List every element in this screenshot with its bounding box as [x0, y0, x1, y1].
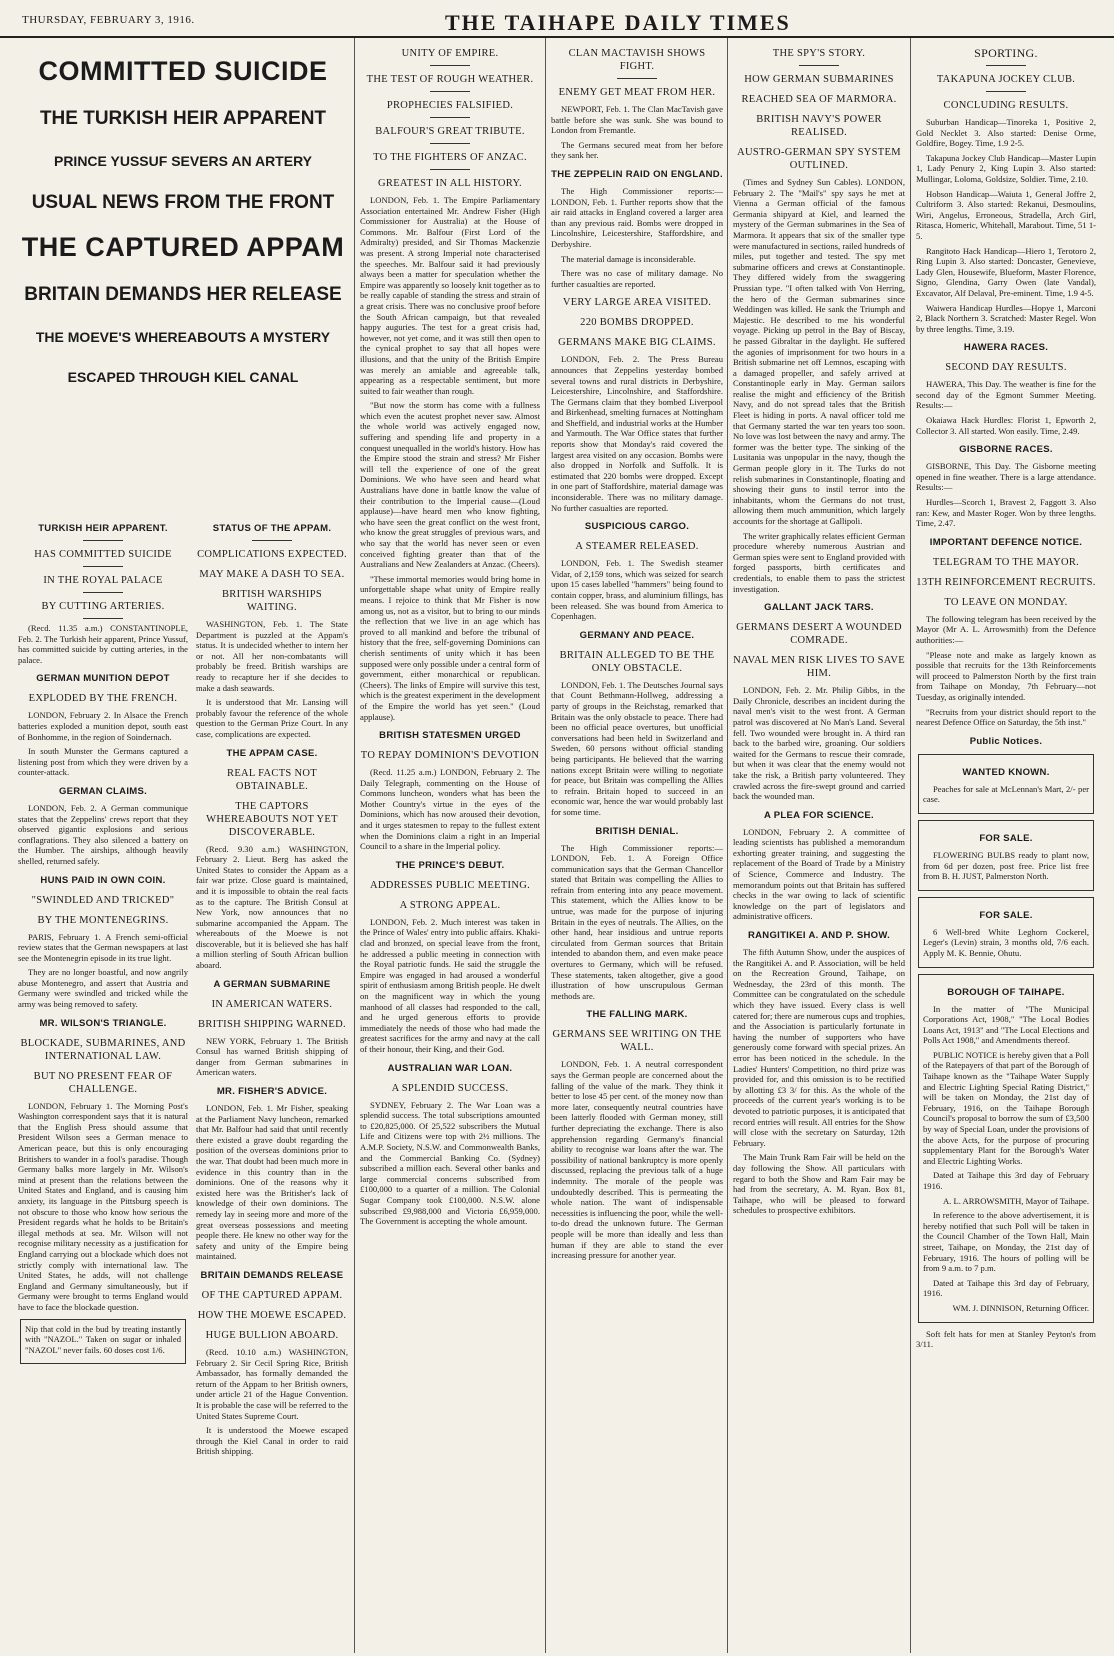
- article-heading: GERMAN MUNITION DEPOT: [36, 673, 170, 685]
- article-text: The following telegram has been received by the Mayor (Mr A. L. Arrowsmith) from the Defence authorities:—: [916, 613, 1096, 645]
- article-heading: HUNS PAID IN OWN COIN.: [40, 874, 166, 886]
- race-result: Okaiawa Hack Hurdles: Florist 1, Epworth 2, Collector 3. All started. Won easily. Time, 2.49.: [916, 415, 1096, 436]
- article-subheading: HAS COMMITTED SUICIDE: [34, 549, 172, 560]
- race-result: Hurdles—Scorch 1, Bravest 2, Faggott 3. Also ran: Kew, and Master Roger. Won by three lengths. Time, 2.47.: [916, 497, 1096, 529]
- article-heading: TURKISH HEIR APPARENT.: [38, 523, 168, 534]
- headline: THE CAPTURED APPAM: [21, 232, 345, 262]
- article-subheading: GERMANS MAKE BIG CLAIMS.: [558, 337, 716, 349]
- article-subheading: A STRONG APPEAL.: [399, 899, 501, 911]
- article-text: The Germans secured meat from her before they sank her.: [551, 139, 723, 161]
- article-subheading: BRITISH SHIPPING WARNED.: [198, 1018, 346, 1030]
- article-subheading: CONCLUDING RESULTS.: [943, 100, 1069, 111]
- article-text: (Recd. 11.25 a.m.) LONDON, February 2. The Daily Telegraph, commenting on the House of Commons luncheon, wonders what has been the Mother Country's virtue in the eyes of the Dominions, which has now aroused their devotion, and it urges statesmen to repay to the fullest extent when the Dominions claim a right in an Imperial Council to a share in the Imperial policy.: [360, 767, 540, 852]
- article-heading: BRITISH STATESMEN URGED: [379, 730, 521, 742]
- article-heading: UNITY OF EMPIRE.: [401, 48, 499, 59]
- article-subheading: COMPLICATIONS EXPECTED.: [197, 549, 347, 560]
- news-column: [733, 40, 905, 1650]
- article-subheading: VERY LARGE AREA VISITED.: [562, 297, 712, 309]
- notice-text: In reference to the above advertisement, it is hereby notified that such Poll will be taken in the Council Chamber of the Town Hall, Main street, Taihape, on Monday, the 21st day of February, 1916. The hours of polling will be from 9 a.m. to 7 p.m.: [923, 1210, 1089, 1274]
- article-heading: A PLEA FOR SCIENCE.: [763, 809, 875, 821]
- article-subheading: BUT NO PRESENT FEAR OF CHALLENGE.: [33, 1070, 173, 1095]
- article-heading: BRITAIN DEMANDS RELEASE: [200, 1269, 344, 1281]
- column-divider: [727, 38, 728, 1653]
- headline: ESCAPED THROUGH KIEL CANAL: [67, 369, 299, 385]
- issue-date: THURSDAY, FEBRUARY 3, 1916.: [22, 14, 195, 26]
- article-subheading: A SPLENDID SUCCESS.: [391, 1082, 509, 1094]
- headline: BRITAIN DEMANDS HER RELEASE: [24, 284, 342, 305]
- article-heading: GISBORNE RACES.: [959, 444, 1053, 456]
- article-heading: THE ZEPPELIN RAID ON ENGLAND.: [551, 168, 723, 180]
- headline: PRINCE YUSSUF SEVERS AN ARTERY: [53, 153, 312, 169]
- article-text: The Main Trunk Ram Fair will be held on the day following the Show. All particulars with regard to both the Show and Ram Fair may be had from the secretary, A. M. Ryan. Box 81, Taihape, who will be pleased to forward schedules to prospective exhibitors.: [733, 1152, 905, 1216]
- article-subheading: MAY MAKE A DASH TO SEA.: [199, 569, 345, 580]
- article-heading: RANGITIKEI A. AND P. SHOW.: [747, 930, 891, 942]
- masthead: [0, 0, 1114, 38]
- notice-signature: A. L. ARROWSMITH, Mayor of Taihape.: [942, 1195, 1089, 1206]
- article-text: It is understood that Mr. Lansing will probably favour the reference of the whole question to the German Prize Court. In any case, complications are expected.: [196, 697, 348, 739]
- article-subheading: SECOND DAY RESULTS.: [945, 362, 1067, 374]
- classified-ad: [918, 820, 1094, 891]
- article-subheading: IN THE ROYAL PALACE: [43, 575, 163, 586]
- ad-heading: FOR SALE.: [979, 832, 1033, 844]
- article-text: LONDON, Feb. 2. Much interest was taken in the Prince of Wales' entry into public affairs. Khaki-clad and bronzed, on special leave from the front, he addressed a public meeting in connection with the Royal patriotic funds. He said the struggle the Empire was engaged in had aroused a wonderful spirit of enthusiasm among British people. He dwelt on the magnificent way in which the young manhood of all classes had responded to the call, and he urged generous efforts to provide immediately the needs of those who had made the greatest sacrifices for the army and navy at the call of their honour, their King, and their God.: [360, 916, 540, 1054]
- article-text: GISBORNE, This Day. The Gisborne meeting opened in fine weather. There is a large attendance. Results:—: [916, 461, 1096, 493]
- headline: THE TURKISH HEIR APPARENT: [39, 108, 327, 129]
- article-text: LONDON, February 1. The Morning Post's Washington correspondent says that it is natural that the English Press should assume that President Wilson sees a German menace to American peace, but this is only encouraging Britishers to wander in a fool's paradise. Though Germany balks more largely in Mr. Wilson's mind at present than the relations between the United States and England, and is causing him anxiety, its language in the Pittsburg speech is not obscure to those who know how serious the President regards what he holds to be Britain's illegal methods at sea. Mr. Wilson will not recognise military necessity as a justification for England carrying out a blockade which does not strictly comply with international law. The United States, he adds, will not challenge England and Germany simultaneously, but if Germany were brought to terms England would have to face the blockade question.: [18, 1100, 188, 1312]
- classified-ad: [918, 754, 1094, 814]
- article-subheading: AUSTRO-GERMAN SPY SYSTEM OUTLINED.: [737, 147, 901, 171]
- article-subheading: TO LEAVE ON MONDAY.: [944, 596, 1068, 608]
- article-heading: GALLANT JACK TARS.: [764, 602, 874, 614]
- article-text: WASHINGTON, Feb. 1. The State Department is puzzled at the Appam's status. It is undecided whether to intern her or not. All her non-combatants will probably be freed. British warships are ready to recapture her if she decides to make a dash seawards.: [196, 619, 348, 693]
- article-subheading: OF THE CAPTURED APPAM.: [201, 1289, 343, 1301]
- news-column: [360, 40, 540, 1650]
- article-subheading: EXPLODED BY THE FRENCH.: [28, 693, 178, 705]
- article-subheading: BLOCKADE, SUBMARINES, AND INTERNATIONAL LAW.: [20, 1037, 186, 1062]
- race-result: Rangitoto Hack Handicap—Hiero 1, Terotoro 2, Ring Lupin 3. Also started: Doncaster, Genevieve, Lady Glen, Housewife, Blueform, Master Florence, Signo, Glendina, Garry Owen (late Vandal), Excavator, Alf Delaval, Pre-eminent. Time, 1.9 4-5.: [916, 245, 1096, 298]
- article-text: It is understood the Moewe escaped through the Kiel Canal in order to raid British shipping.: [196, 1425, 348, 1457]
- article-text: LONDON, Feb. 2. A German communique states that the Zeppelins' crews report that they observed gigantic explosions and serious conflagrations. They also silenced a battery on the Humber. The airships, although heavily shelled, returned safely.: [18, 802, 188, 866]
- article-subheading: BY THE MONTENEGRINS.: [37, 914, 169, 926]
- article-text: "These immortal memories would bring home in unforgettable shape what unity of Empire really means. I rejoice to think that Mr Fisher is now among us, not as a visitor, but to bring to our minds the reflection that we live in an age which has proved to all mankind and before the tribunal of history that the free, self-governing Dominions can cherish sentiments of unity which it has been supposed were only possible under a central form of government, either monarchical or republican. (Cheers). The links of Empire will survive this test, which is the greatest experiment in the development of the Empire the world has yet seen." (Loud applause).: [360, 573, 540, 722]
- notice-text: Dated at Taihape this 3rd day of February, 1916.: [923, 1277, 1089, 1299]
- article-text: (Times and Sydney Sun Cables). LONDON, February 2. The "Mail's" spy says he met at Vienna a German official of the famous Germania shipyard at Kiel, and learned the mystery of the German submarines in the Sea of Marmora. It appears that six of the smaller type were manufactured in sections, railed hundreds of miles, put together and tested. The spy met submarine officers and crews at Constantinople. They differed widely from the swaggering Prussian type. "I often talked with Von Herring, the hero of the German submarines since Weddingen was killed. He sank the Triumph and Majestic. He described to me his wonderful voyage. Picking up petrol in the Bay of Biscay, he passed Gibraltar in the daylight. He suffered the agonies of imprisonment for two hours in a British submarine net off Lemnos, escaping with a damaged propeller, and safely arrived at Constantinople early in May. German sailors realise the might and efficiency of the British Navy, and do not spread tales that the British Fleet is hiding in ports. A naval officer told me that Germany started the war ten years too soon. No love was lost between the navy and army. The former was the better type. The sinking of the Lusitania was unpopular in the navy, though the German people glory in it. The Turks do not relish submarines in Constantinople, floating and showing their guns to instil terror into the inhabitants, whom the Germans do not trust, allowing them much ammunition, which largely accounts for the shortage at Gallipoli.: [733, 177, 905, 526]
- headline: COMMITTED SUICIDE: [38, 56, 328, 86]
- section-heading: SPORTING.: [974, 46, 1038, 60]
- race-result: Waiwera Handicap Hurdles—Hopye 1, Marconi 2, Black Northern 3. Scratched: Master Regel. Won by three lengths. Time, 3.19.: [916, 302, 1096, 334]
- article-text: (Recd. 10.10 a.m.) WASHINGTON, February 2. Sir Cecil Spring Rice, British Ambassador, has formally demanded the return of the Appam to her British owners, under article 21 of the Hague Convention. It is probable the case will be referred to the United States Supreme Court.: [196, 1346, 348, 1421]
- article-heading: IMPORTANT DEFENCE NOTICE.: [929, 536, 1083, 548]
- article-text: LONDON, Feb. 1. The Deutsches Journal says that Count Bethmann-Hollweg, addressing a party of groups in the Reichstag, remarked that Britain was the only obstacle to peace. There had been no official peace overtures, but unofficial conversations had been held in Switzerland and Sweden, 60 persons without official standing being participants. He believed that the warring nations except Britain were willing to negotiate for peace, but Britain was compelling the Allies to refrain. Britain hoped to succeed in an economic war, hence the war would probably last for some time.: [551, 679, 723, 817]
- article-heading: SUSPICIOUS CARGO.: [584, 521, 690, 533]
- article-subheading: ADDRESSES PUBLIC MEETING.: [369, 879, 531, 891]
- news-column: [196, 515, 348, 1650]
- news-column: [551, 40, 723, 1650]
- article-text: HAWERA, This Day. The weather is fine for the second day of the Egmont Summer Meeting. Results:—: [916, 379, 1096, 411]
- race-result: Suburban Handicap—Tinoreka 1, Positive 2, Gold Necklet 3. Also started: Denise Orme, Goldfire, Bogey. Time, 1.9 2-5.: [916, 117, 1096, 149]
- article-subheading: REAL FACTS NOT OBTAINABLE.: [227, 767, 317, 792]
- article-subheading: HUGE BULLION ABOARD.: [205, 1329, 339, 1341]
- article-subheading: IN AMERICAN WATERS.: [211, 998, 333, 1010]
- article-heading: A GERMAN SUBMARINE: [213, 978, 331, 990]
- article-heading: THE FALLING MARK.: [586, 1009, 688, 1021]
- article-text: LONDON, February 2. In Alsace the French batteries exploded a munition depot, south east of Bonhomme, in the region of Soindernach.: [18, 710, 188, 742]
- article-subheading: TO REPAY DOMINION'S DEVOTION: [360, 750, 540, 762]
- article-subheading: 220 BOMBS DROPPED.: [580, 317, 694, 329]
- article-heading: THE APPAM CASE.: [226, 747, 318, 759]
- article-text: LONDON, Feb. 2. The Press Bureau announces that Zeppelins yesterday bombed several towns and rural districts in Derbyshire, Leicestershire, Lincolnshire, and Staffordshire. The Germans claim that they bombed Liverpool and Birkenhead, smelting furnaces at Nottingham and Sheffield, and industrial works at the Humber and Yarmouth. The War Office states that further reports show that Monday's raid covered the largest area visited on any occasion. Bombs were also dropped in Norfolk and Suffolk. It is estimated that 220 bombs were dropped. Except in one part of Staffordshire, material damage was inconsiderable. There was no military damage. No further casualties are reported.: [551, 354, 723, 513]
- article-text: SYDNEY, February 2. The War Loan was a splendid success. The total subscriptions amounted to £20,825,000. Of 25,522 subscribers the Mutual Life and Citizens were top with 2½ millions. The A.M.P. Society, N.S.W. and Commonwealth Banks, and the Commercial Banking Co. (Sydney) subscribed a million each. Several other banks and large commercial concerns subscribed from £100,000 to a quarter of a million. The Colonial Sugar Company took £100,000. N.S.W. alone subscribed £9,988,000 and Victoria £6,959,000. The Government is accepting the whole amount.: [360, 1099, 540, 1227]
- article-subheading: GERMANS SEE WRITING ON THE WALL.: [552, 1029, 722, 1054]
- article-text: (Recd. 9.30 a.m.) WASHINGTON, February 2. Lieut. Berg has asked the United States to consider the Appam as a fair war prize. Close guard is maintained, and it is impossible to obtain the real facts as to the capture. The British Consul at New York, now announces that no submarine accompanied the Appam. The whereabouts of the Moewe is not discoverable, but it is believed she has half a million sterling of South African bullion aboard.: [196, 843, 348, 971]
- public-notices-heading: Public Notices.: [969, 735, 1043, 747]
- news-column: [18, 515, 188, 1650]
- article-heading: HAWERA RACES.: [963, 342, 1049, 354]
- article-heading: GERMAN CLAIMS.: [58, 785, 148, 797]
- article-heading: BRITISH DENIAL.: [595, 825, 679, 837]
- classified-ad: [918, 897, 1094, 968]
- ad-text: Nip that cold in the bud by treating instantly with "NAZOL." Taken on sugar or inhaled "NAZOL" never fails. 60 doses cost 1/6.: [25, 1323, 181, 1355]
- ad-text: 6 Well-bred White Leghorn Cockerel, Leger's (Levin) strain, 3 months old, 7/6 each. Apply M. K. Bennie, Ohutu.: [923, 926, 1089, 958]
- article-text: The material damage is inconsiderable.: [561, 253, 696, 264]
- article-subheading: NAVAL MEN RISK LIVES TO SAVE HIM.: [733, 655, 905, 680]
- article-text: LONDON, February 2. A committee of leading scientists has published a memorandum exhorting greater training, and suggesting the replacement of the Board of Trade by a Ministry of Science, Commerce and Industry. The memorandum points out that Britain has suffered checks in the war owing to lack of scientific knowledge on the part of legislators and administrative officers.: [733, 826, 905, 922]
- headline: THE MOEVE'S WHEREABOUTS A MYSTERY: [35, 329, 331, 345]
- article-heading: STATUS OF THE APPAM.: [212, 523, 332, 534]
- ad-heading: BOROUGH OF TAIHAPE.: [947, 986, 1065, 998]
- article-text: The High Commissioner reports:— LONDON, Feb. 1. Further reports show that the air raid attacks in England covered a larger area than any previous raid. Bombs were dropped in Lincolnshire, Leicestershire, Staffordshire, and Derbyshire.: [551, 185, 723, 249]
- article-subheading: THE TEST OF ROUGH WEATHER.: [366, 74, 534, 85]
- article-text: (Recd. 11.35 a.m.) CONSTANTINOPLE, Feb. 2. The Turkish heir apparent, Prince Yussuf, has committed suicide by cutting arteries, in the palace.: [18, 623, 188, 665]
- article-text: "But now the storm has come with a fullness which even the acutest prophet never saw. Almost the whole world was actively engaged now, suffering and spending life and property in a conquest unequalled in the world's history. How has the Empire stood the strain and stress? Mr Fisher will tell the experience of one of the great Dominions. We who have seen and heard what Australians have done in battle know the value of their contribution to the Imperial cause—(Loud applause)—have heard men who know fighting, who have seen the great conflict on the west front, who know the great struggles of previous wars, and who say that the world has never seen or even conceived fighting greater than that of the Australians and New Zealanders at Anzac. (Cheers).: [360, 400, 540, 570]
- article-heading: GERMANY AND PEACE.: [579, 629, 695, 641]
- ad-text: Soft felt hats for men at Stanley Peyton's from 3/11.: [916, 1328, 1096, 1350]
- article-text: NEWPORT, Feb. 1. The Clan MacTavish gave battle before she was sunk. She was bound to London from Fremantle.: [551, 104, 723, 136]
- article-subheading: BRITAIN ALLEGED TO BE THE ONLY OBSTACLE.: [559, 649, 715, 674]
- article-text: LONDON, Feb. 2. Mr. Philip Gibbs, in the Daily Chronicle, describes an incident during the naval men's visit to the west front. A German patrol was discovered at No Man's Land. Several fell. Two wounded were brought in. A third ran back to the barbed wire, groaning. Our soldiers waited for the Germans to rescue their comrade, but when it was clear that the enemy would not take the risk, a British party volunteered. They crawled across the fire-swept ground and carried back the wounded man.: [733, 685, 905, 802]
- article-text: The fifth Autumn Show, under the auspices of the Rangitikei A. and P. Association, will be held on the Recreation Ground, Taihape, on Wednesday, the 23rd of this month. The Committee can be congratulated on the schedule which they have issued. Every class is well catered for; there are numerous cups and trophies, and the Association is particularly fortunate in having the number of supporters who have generously come forward with special prizes. An error has been noticed in the schedule. In the Ladies' Hunters' Competition, no third prize was provided for, and this omission is to be rectified by allotting £3 3/ for this. As the whole of the proceeds of the current year's working is to be devoted to patriotic purposes, it is anticipated that record entries will result. All entries for the Show will close with the secretary on Saturday, 12th February.: [733, 947, 905, 1148]
- article-text: LONDON, Feb. 1. Mr Fisher, speaking at the Parliament Navy luncheon, remarked that Mr. Balfour had said that until recently there existed a grave doubt regarding the position of the overseas dominions prior to the war. That doubt had been much more in evidence in this country than in the dominions. One of the reasons why it existed here was the Britisher's lack of knowledge of their own dominions. The remedy lay in seeing more and more of the great overseas possessions and meeting people there. He knew no other way for the safety and unity of the Empire being maintained.: [196, 1103, 348, 1262]
- article-subheading: HOW GERMAN SUBMARINES: [744, 74, 894, 85]
- article-heading: CLAN MACTAVISH SHOWS FIGHT.: [568, 48, 706, 72]
- ad-text: FLOWERING BULBS ready to plant now, from 6d per dozen, post free. Price list free from B. H. JUST, Palmerston North.: [923, 849, 1089, 882]
- race-result: Takapuna Jockey Club Handicap—Master Lupin 1, Lady Penury 2, King Lupin 3. Also started: Mullingar, Loloma, Goldsize, Soldier. Time, 2.10.: [916, 152, 1096, 184]
- article-heading: AUSTRALIAN WAR LOAN.: [387, 1062, 513, 1074]
- article-heading: THE SPY'S STORY.: [772, 48, 866, 59]
- notice-text: In the matter of "The Municipal Corporations Act, 1908," "The Local Bodies Loans Act, 1913" and "The Local Elections and Polls Act 1908," and Amendments thereof.: [923, 1003, 1089, 1046]
- article-subheading: GREATEST IN ALL HISTORY.: [378, 178, 522, 189]
- front-page-banner: [18, 40, 348, 500]
- article-subheading: HOW THE MOEWE ESCAPED.: [197, 1309, 347, 1321]
- article-subheading: BY CUTTING ARTERIES.: [41, 601, 165, 612]
- article-subheading: PROPHECIES FALSIFIED.: [386, 100, 514, 111]
- notice-text: PUBLIC NOTICE is hereby given that a Poll of the Ratepayers of that part of the Borough of Taihape known as the "Taihape Water Supply and Electric Lighting Special Rating District," will be taken on Monday, the 21st day of February, 1916, on the Taihape Borough Council's proposal to borrow the sum of £3,500 by way of Special Loan, under the provisions of the above Acts, for the purpose of procuring supplementary Plant for the Borough's Water and Electric Lighting Works.: [923, 1049, 1089, 1166]
- article-heading: MR. WILSON'S TRIANGLE.: [39, 1017, 167, 1029]
- column-divider: [910, 38, 911, 1653]
- article-text: They are no longer boastful, and now angrily abuse Montenegro, and assert that Austria and Germany were swindled and tricked while the army was being removed to safety.: [18, 967, 188, 1010]
- article-text: In south Munster the Germans captured a listening post from which they were driven by a counter-attack.: [18, 746, 188, 778]
- article-subheading: THE CAPTORS WHEREABOUTS NOT YET DISCOVERABLE.: [206, 800, 338, 838]
- article-text: PARIS, February 1. A French semi-official review states that the German newspapers at last see the Montenegrin episode in its true light.: [18, 931, 188, 963]
- column-divider: [354, 38, 355, 1653]
- article-subheading: A STEAMER RELEASED.: [575, 541, 699, 553]
- article-text: The High Commissioner reports:— LONDON, Feb. 1. A Foreign Office communication says that the German Chancellor stated that Britain was compelling the Allies to refrain from entering into any peace movement. This statement, which the Allies know to be untrue, was made for the purpose of injuring Britain in the eyes of neutrals. The Allies, on the other hand, hear insidious and untrue reports circulated from German sources that Britain intended to abandon them, and even make peace overtures to Germany, which will be refused. These statements, taken altogether, give a good illustration of how unscrupulous German methods are.: [551, 842, 723, 1001]
- article-subheading: TO THE FIGHTERS OF ANZAC.: [373, 152, 527, 163]
- article-subheading: GERMANS DESERT A WOUNDED COMRADE.: [736, 622, 902, 647]
- article-subheading: TAKAPUNA JOCKEY CLUB.: [936, 74, 1076, 85]
- public-notice: [918, 974, 1094, 1323]
- article-heading: THE PRINCE'S DEBUT.: [395, 859, 505, 871]
- article-text: "Recruits from your district should report to the nearest Defence Office on Saturday, the 5th inst.": [916, 706, 1096, 728]
- article-subheading: TELEGRAM TO THE MAYOR.: [932, 556, 1080, 568]
- article-subheading: BRITISH NAVY'S POWER REALISED.: [756, 114, 882, 138]
- race-result: Hobson Handicap—Waiuta 1, General Joffre 2, Cultriform 3. Also started: Rekanui, Desmoulins, Wiri, Angelus, Erroneous, Stradella, Arch Girl, Ritasca, Homeric, Whitehall, Marabout. Time, 51 1-5.: [916, 188, 1096, 241]
- article-text: The writer graphically relates efficient German procedure whereby numerous Austrian and German spies were sent to England provided with forged passports, birth certificates and credentials, to enable them to pass the strictest investigation.: [733, 530, 905, 594]
- column-divider: [545, 38, 546, 1653]
- article-heading: MR. FISHER'S ADVICE.: [216, 1086, 328, 1098]
- article-text: LONDON, Feb. 1. A neutral correspondent says the German people are concerned about the falling of the value of the mark. They think it better to lose 45 per cent. of the money now than more later, consequently neutral countries have been latterly flooded with German money, still further depreciating the exchange. There is also apprehension regarding Germany's financial ability to recognise war loans after the war. The possibility of national bankruptcy is more openly discussed, replacing the previous talk of a huge indemnity. The morale of the people was undoubtedly described. This is permeating the whole nation. The want of indispensable necessities is influencing the poor, while the well-to-do dread the unknown future. The German people will be more than ideally and less than human if they are able to stand the ever increasing pressure for another year.: [551, 1059, 723, 1261]
- article-subheading: BALFOUR'S GREAT TRIBUTE.: [375, 126, 525, 137]
- ad-heading: FOR SALE.: [979, 909, 1033, 921]
- advertisement: [20, 1319, 186, 1365]
- headline: USUAL NEWS FROM THE FRONT: [31, 192, 335, 213]
- sporting-and-notices-column: [916, 40, 1096, 1650]
- newspaper-title: THE TAIHAPE DAILY TIMES: [445, 10, 791, 35]
- article-text: There was no case of military damage. No further casualties are reported.: [551, 268, 723, 289]
- article-text: LONDON, Feb. 1. The Empire Parliamentary Association entertained Mr. Andrew Fisher (High Commissioner for Australia) at the House of Commons. Mr. Balfour (First Lord of the Admiralty) presided, and Sir Thomas Mackenzie was present. A strong Imperial note characterised the speeches. Mr. Balfour said it had previously always been a matter for speculation whether the Empire was apparently so loosely knit together as to be really capable of standing the stress and strain of a great crisis. There was no conclusive proof before the South African campaign, but that revealed happy auguries. The test for a great crisis had, however, not yet come, and it was still then open to the cynical prophet to say that all hopes were illusions, and that the unity of the British Empire was merely an amiable and agreeable talk, appearing as a respectable sentiment, but more suited to fair weather than rough.: [360, 195, 540, 396]
- ad-heading: WANTED KNOWN.: [962, 766, 1050, 778]
- article-text: NEW YORK, February 1. The British Consul has warned British shipping of danger from German submarines in American waters.: [196, 1035, 348, 1078]
- article-subheading: REACHED SEA OF MARMORA.: [741, 94, 897, 105]
- article-subheading: ENEMY GET MEAT FROM HER.: [558, 87, 716, 98]
- article-text: LONDON, Feb. 1. The Swedish steamer Vidar, of 2,159 tons, which was seized for search upon 15 cases labelled "hammers" being found to contain copper, brass, and aluminium fillings, has been released. She was bound from America to Copenhagen.: [551, 558, 723, 622]
- notice-text: Dated at Taihape this 3rd day of February 1916.: [923, 1170, 1089, 1191]
- article-subheading: "SWINDLED AND TRICKED": [31, 894, 175, 906]
- article-text: "Please note and make as largely known as possible that recruits for the 13th Reinforcements will proceed to Palmerston North by the first train from Taihape on Monday, 7th February—not Tuesday, as originally intended.: [916, 649, 1096, 702]
- article-subheading: 13TH REINFORCEMENT RECRUITS.: [916, 576, 1096, 588]
- ad-text: Peaches for sale at McLennan's Mart, 2/- per case.: [923, 783, 1089, 805]
- notice-signature: WM. J. DINNISON, Returning Officer.: [952, 1302, 1089, 1313]
- article-subheading: BRITISH WARSHIPS WAITING.: [221, 589, 322, 613]
